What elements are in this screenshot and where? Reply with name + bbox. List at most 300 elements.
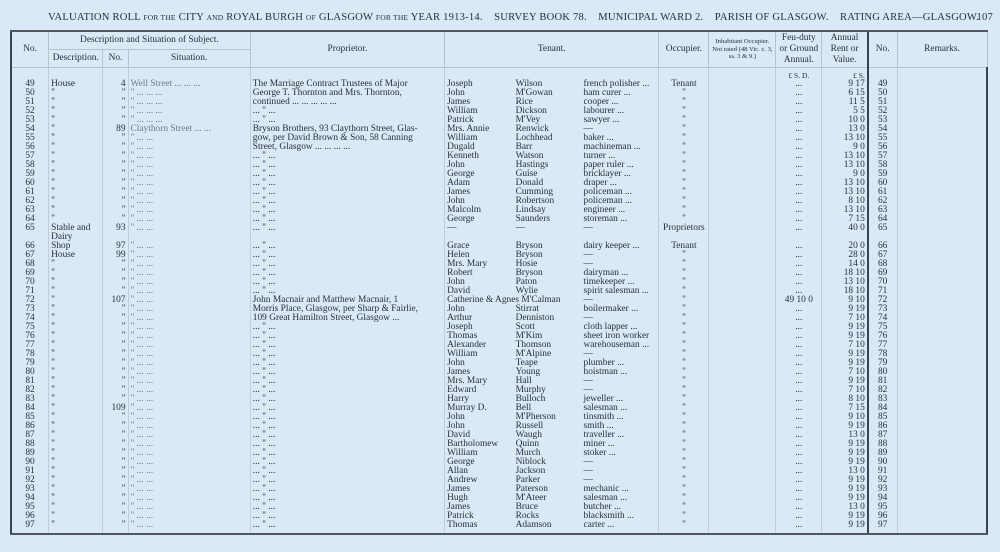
row-description: " xyxy=(49,134,103,143)
row-tenant-first-name: Bartholomew xyxy=(445,440,514,449)
row-description: Stable and xyxy=(49,224,103,233)
row-feu-duty: ... xyxy=(776,125,822,134)
row-inhabitant-occupier xyxy=(709,260,776,269)
row-annual-rent: 18 10 xyxy=(822,287,868,296)
row-proprietor: ... " ... xyxy=(250,395,444,404)
row-occupier: " xyxy=(659,431,709,440)
row-inhabitant-occupier xyxy=(709,494,776,503)
row-feu-duty: ... xyxy=(776,116,822,125)
row-tenant-first-name: William xyxy=(445,350,514,359)
row-occupier: " xyxy=(659,512,709,521)
roll-body xyxy=(11,68,987,535)
row-tenant-surname: Waugh xyxy=(515,430,542,440)
row-occupier: " xyxy=(659,494,709,503)
row-tenant-occupation: — xyxy=(583,295,593,305)
row-annual-rent: 9 19 xyxy=(822,332,868,341)
row-street-number: " xyxy=(103,89,128,98)
row-tenant-first-name: James xyxy=(445,368,514,377)
row-tenant-surname: Bryson xyxy=(515,268,543,278)
row-situation: " ... ... xyxy=(128,143,250,152)
row-description: " xyxy=(49,440,103,449)
row-street-number: " xyxy=(103,206,128,215)
row-number-repeat: 94 xyxy=(868,494,897,503)
row-inhabitant-occupier xyxy=(709,125,776,134)
row-description: " xyxy=(49,395,103,404)
row-number-repeat: 82 xyxy=(868,386,897,395)
row-tenant-first-name: James xyxy=(445,98,514,107)
row-situation: " ... ... xyxy=(128,368,250,377)
row-street-number: " xyxy=(103,485,128,494)
row-feu-duty: ... xyxy=(776,278,822,287)
row-description: " xyxy=(49,449,103,458)
row-tenant-occupation: policeman ... xyxy=(583,196,632,206)
row-tenant-occupation: machineman ... xyxy=(583,142,641,152)
row-remarks xyxy=(897,269,987,278)
row-proprietor: ... " ... xyxy=(250,251,444,260)
row-situation: " ... ... xyxy=(128,188,250,197)
row-proprietor: ... " ... xyxy=(250,278,444,287)
col-header-tenant: Tenant. xyxy=(445,31,659,68)
row-proprietor: ... " ... xyxy=(250,386,444,395)
row-tenant-first-name: Adam xyxy=(445,179,514,188)
row-number: 94 xyxy=(11,494,49,503)
row-street-number: " xyxy=(103,350,128,359)
row-tenant-first-name: John xyxy=(445,359,514,368)
row-description: " xyxy=(49,521,103,534)
row-annual-rent: 9 19 xyxy=(822,377,868,386)
row-annual-rent: 40 0 xyxy=(822,224,868,233)
row-situation: " ... ... xyxy=(128,296,250,305)
title-year: YEAR 1913-14. xyxy=(410,12,483,23)
row-tenant-surname: Cumming xyxy=(515,187,554,197)
row-remarks xyxy=(897,467,987,476)
row-situation: " ... ... xyxy=(128,350,250,359)
row-proprietor: ... " ... xyxy=(250,161,444,170)
row-situation: " ... ... xyxy=(128,413,250,422)
row-remarks xyxy=(897,197,987,206)
row-tenant-surname: Hastings xyxy=(515,160,549,170)
row-remarks xyxy=(897,251,987,260)
row-feu-duty: ... xyxy=(776,260,822,269)
title-for-the-2: FOR THE xyxy=(375,13,409,22)
row-number: 72 xyxy=(11,296,49,305)
row-tenant-first-name: Alexander xyxy=(445,341,514,350)
row-street-number: " xyxy=(103,188,128,197)
table-row xyxy=(11,314,987,323)
row-occupier: " xyxy=(659,521,709,534)
row-feu-duty: ... xyxy=(776,503,822,512)
row-annual-rent: 20 0 xyxy=(822,242,868,251)
row-number: 86 xyxy=(11,422,49,431)
row-number-repeat: 65 xyxy=(868,224,897,233)
row-street-number: " xyxy=(103,161,128,170)
row-tenant-first-name: Thomas xyxy=(445,332,514,341)
row-occupier: Proprietors xyxy=(659,224,709,233)
row-tenant-first-name: John xyxy=(445,422,514,431)
row-situation: " ... ... xyxy=(128,224,250,233)
row-tenant-surname: Murphy xyxy=(515,385,546,395)
row-street-number: " xyxy=(103,170,128,179)
row-tenant-first-name: John xyxy=(445,305,514,314)
row-tenant-occupation: plumber ... xyxy=(583,358,625,368)
row-remarks xyxy=(897,323,987,332)
row-feu-duty: ... xyxy=(776,404,822,413)
row-tenant-first-name: David xyxy=(445,287,514,296)
row-proprietor: ... " ... xyxy=(250,341,444,350)
row-tenant-first-name: Joseph xyxy=(445,323,514,332)
row-tenant-occupation: — xyxy=(583,124,593,134)
row-tenant-first-name: James xyxy=(445,188,514,197)
row-number: 56 xyxy=(11,143,49,152)
row-number: 79 xyxy=(11,359,49,368)
row-feu-duty: ... xyxy=(776,449,822,458)
row-situation: " ... ... xyxy=(128,242,250,251)
row-tenant-first-name: James xyxy=(445,503,514,512)
row-number-repeat: 92 xyxy=(868,476,897,485)
row-remarks xyxy=(897,107,987,116)
row-number: 93 xyxy=(11,485,49,494)
row-number-repeat: 89 xyxy=(868,449,897,458)
row-remarks xyxy=(897,413,987,422)
row-inhabitant-occupier xyxy=(709,368,776,377)
table-row xyxy=(11,422,987,431)
row-annual-rent: 9 19 xyxy=(822,449,868,458)
row-tenant-occupation: sheet iron worker xyxy=(583,331,650,341)
row-number: 53 xyxy=(11,116,49,125)
row-feu-duty: ... xyxy=(776,431,822,440)
row-situation: " ... ... xyxy=(128,386,250,395)
row-tenant-surname: Saunders xyxy=(515,214,550,224)
row-tenant-occupation: — xyxy=(583,349,593,359)
row-remarks xyxy=(897,143,987,152)
row-proprietor: ... " ... xyxy=(250,440,444,449)
row-description: " xyxy=(49,422,103,431)
row-situation: " ... ... xyxy=(128,467,250,476)
row-street-number: " xyxy=(103,152,128,161)
row-situation: " ... ... xyxy=(128,287,250,296)
row-remarks xyxy=(897,440,987,449)
row-tenant-occupation: spirit salesman ... xyxy=(583,286,649,296)
col-header-no-2: No. xyxy=(868,31,897,68)
row-inhabitant-occupier xyxy=(709,332,776,341)
row-proprietor: ... " ... xyxy=(250,224,444,233)
row-proprietor: ... " ... xyxy=(250,431,444,440)
row-annual-rent: 9 19 xyxy=(822,485,868,494)
row-description: " xyxy=(49,386,103,395)
row-tenant-surname: M'Ateer xyxy=(515,493,547,503)
row-occupier: " xyxy=(659,296,709,305)
row-description: " xyxy=(49,197,103,206)
row-annual-rent: 13 0 xyxy=(822,503,868,512)
row-remarks xyxy=(897,377,987,386)
row-annual-rent: 9 19 xyxy=(822,494,868,503)
rent-units: £ S. xyxy=(822,68,868,81)
title-rating-area: RATING AREA—GLASGOW. xyxy=(840,12,979,23)
col-header-annual-rent: Annual Rent or Value. xyxy=(822,31,868,68)
row-situation: " ... ... xyxy=(128,512,250,521)
row-proprietor: Morris Place, Glasgow, per Sharp & Fairlie, xyxy=(250,305,444,314)
row-occupier: " xyxy=(659,503,709,512)
row-feu-duty: ... xyxy=(776,359,822,368)
row-occupier: " xyxy=(659,449,709,458)
row-situation: " ... ... xyxy=(128,215,250,224)
title-and: AND xyxy=(206,13,224,22)
row-number: 66 xyxy=(11,242,49,251)
row-annual-rent: 9 19 xyxy=(822,305,868,314)
row-annual-rent: 9 19 xyxy=(822,440,868,449)
row-occupier: " xyxy=(659,152,709,161)
row-tenant-surname: Rice xyxy=(515,97,533,107)
row-tenant-occupation: — xyxy=(583,466,593,476)
row-occupier: " xyxy=(659,251,709,260)
row-occupier: " xyxy=(659,332,709,341)
row-tenant-first-name: John xyxy=(445,413,514,422)
row-inhabitant-occupier xyxy=(709,278,776,287)
row-feu-duty: ... xyxy=(776,98,822,107)
row-occupier: " xyxy=(659,188,709,197)
row-proprietor: ... " ... xyxy=(250,521,444,534)
row-number-repeat: 79 xyxy=(868,359,897,368)
row-tenant-occupation: engineer ... xyxy=(583,205,626,215)
row-proprietor: ... " ... xyxy=(250,170,444,179)
table-row xyxy=(11,170,987,179)
row-proprietor: ... " ... xyxy=(250,215,444,224)
row-tenant-surname: Denniston xyxy=(515,313,555,323)
row-number-repeat: 86 xyxy=(868,422,897,431)
row-annual-rent: 7 10 xyxy=(822,341,868,350)
row-situation: " ... ... ... xyxy=(128,116,250,125)
row-inhabitant-occupier xyxy=(709,350,776,359)
row-number: 64 xyxy=(11,215,49,224)
row-annual-rent: 9 19 xyxy=(822,476,868,485)
row-proprietor: gow, per David Brown & Son, 58 Canning xyxy=(250,134,444,143)
row-number-repeat: 90 xyxy=(868,458,897,467)
row-street-number: " xyxy=(103,107,128,116)
row-proprietor: ... " ... xyxy=(250,467,444,476)
row-inhabitant-occupier xyxy=(709,467,776,476)
row-tenant-first-name: Dugald xyxy=(445,143,514,152)
row-description: " xyxy=(49,152,103,161)
row-tenant-occupation: butcher ... xyxy=(583,502,621,512)
row-remarks xyxy=(897,287,987,296)
row-remarks xyxy=(897,233,987,242)
row-street-number: " xyxy=(103,476,128,485)
row-occupier: " xyxy=(659,161,709,170)
row-tenant-occupation: turner ... xyxy=(583,151,616,161)
row-remarks xyxy=(897,116,987,125)
valuation-roll-table xyxy=(10,30,988,535)
row-street-number: " xyxy=(103,458,128,467)
row-situation: " ... ... xyxy=(128,161,250,170)
row-number-repeat: 53 xyxy=(868,116,897,125)
row-street-number: 107 xyxy=(103,296,128,305)
table-row xyxy=(11,332,987,341)
table-row xyxy=(11,341,987,350)
row-tenant-first-name: Kenneth xyxy=(445,152,514,161)
row-situation: " ... ... xyxy=(128,269,250,278)
row-tenant-first-name: Patrick xyxy=(445,512,514,521)
row-street-number: " xyxy=(103,269,128,278)
row-tenant-occupation: stoker ... xyxy=(583,448,616,458)
row-annual-rent: 9 10 xyxy=(822,413,868,422)
row-situation: " ... ... xyxy=(128,422,250,431)
row-number-repeat: 85 xyxy=(868,413,897,422)
row-number-repeat: 96 xyxy=(868,512,897,521)
row-annual-rent: 13 0 xyxy=(822,431,868,440)
row-tenant-first-name: Allan xyxy=(445,467,514,476)
table-row xyxy=(11,359,987,368)
row-street-number: " xyxy=(103,431,128,440)
row-description: " xyxy=(49,161,103,170)
row-situation: " ... ... xyxy=(128,152,250,161)
row-tenant-surname: Scott xyxy=(515,322,535,332)
row-number: 54 xyxy=(11,125,49,134)
row-annual-rent: 9 19 xyxy=(822,350,868,359)
row-annual-rent: 7 15 xyxy=(822,215,868,224)
table-row xyxy=(11,377,987,386)
row-number: 96 xyxy=(11,512,49,521)
row-tenant-occupation: sawyer ... xyxy=(583,115,620,125)
row-annual-rent: 13 10 xyxy=(822,188,868,197)
row-feu-duty: ... xyxy=(776,422,822,431)
row-proprietor: ... " ... xyxy=(250,512,444,521)
row-number-repeat: 80 xyxy=(868,368,897,377)
row-number-repeat: 52 xyxy=(868,107,897,116)
row-number: 90 xyxy=(11,458,49,467)
row-tenant-occupation: cloth lapper ... xyxy=(583,322,638,332)
table-row xyxy=(11,503,987,512)
row-annual-rent: 6 15 xyxy=(822,89,868,98)
row-number: 87 xyxy=(11,431,49,440)
row-occupier: " xyxy=(659,467,709,476)
row-tenant-occupation: — xyxy=(583,457,593,467)
row-number: 61 xyxy=(11,188,49,197)
row-number: 75 xyxy=(11,323,49,332)
row-tenant-occupation: baker ... xyxy=(583,133,614,143)
row-tenant-first-name: George xyxy=(445,215,514,224)
row-number: 84 xyxy=(11,404,49,413)
row-tenant-first-name: John xyxy=(445,197,514,206)
title-survey-book: SURVEY BOOK 78. xyxy=(494,12,587,23)
row-tenant-first-name: Edward xyxy=(445,386,514,395)
row-description: House xyxy=(49,80,103,89)
row-tenant-occupation: draper ... xyxy=(583,178,617,188)
row-proprietor: John Macnair and Matthew Macnair, 1 xyxy=(250,296,444,305)
row-remarks xyxy=(897,332,987,341)
row-inhabitant-occupier xyxy=(709,458,776,467)
row-occupier: " xyxy=(659,341,709,350)
row-tenant-occupation: miner ... xyxy=(583,439,615,449)
row-description: " xyxy=(49,125,103,134)
row-street-number: " xyxy=(103,449,128,458)
row-tenant-surname: Parker xyxy=(515,475,541,485)
row-tenant-surname: Renwick xyxy=(515,124,549,134)
row-street-number: " xyxy=(103,494,128,503)
row-tenant-first-name: Helen xyxy=(445,251,514,260)
table-row xyxy=(11,395,987,404)
row-proprietor: ... " ... xyxy=(250,485,444,494)
row-remarks xyxy=(897,161,987,170)
title-city: CITY xyxy=(178,12,204,23)
row-annual-rent: 13 0 xyxy=(822,467,868,476)
row-tenant-occupation: storeman ... xyxy=(583,214,628,224)
row-annual-rent: 9 19 xyxy=(822,512,868,521)
table-row xyxy=(11,305,987,314)
row-description: " xyxy=(49,89,103,98)
row-number-repeat: 72 xyxy=(868,296,897,305)
row-remarks xyxy=(897,80,987,89)
row-street-number: 109 xyxy=(103,404,128,413)
row-inhabitant-occupier xyxy=(709,449,776,458)
row-tenant-occupation: — xyxy=(583,250,593,260)
row-remarks xyxy=(897,215,987,224)
row-number: 73 xyxy=(11,305,49,314)
table-row xyxy=(11,161,987,170)
table-row xyxy=(11,152,987,161)
row-feu-duty: ... xyxy=(776,476,822,485)
row-tenant-occupation: traveller ... xyxy=(583,430,625,440)
row-street-number: " xyxy=(103,386,128,395)
table-row xyxy=(11,494,987,503)
row-remarks xyxy=(897,152,987,161)
table-row xyxy=(11,278,987,287)
feu-units: £ S. D. xyxy=(776,68,822,81)
table-row xyxy=(11,512,987,521)
row-tenant-occupation: french polisher ... xyxy=(583,79,650,89)
row-inhabitant-occupier xyxy=(709,143,776,152)
row-tenant-surname: Bulloch xyxy=(515,394,546,404)
row-tenant-first-name: James xyxy=(445,485,514,494)
row-number: 95 xyxy=(11,503,49,512)
row-street-number: " xyxy=(103,440,128,449)
row-description: " xyxy=(49,314,103,323)
row-occupier: " xyxy=(659,260,709,269)
col-header-occupier: Occupier. xyxy=(659,31,709,68)
row-situation: " ... ... xyxy=(128,440,250,449)
row-tenant-surname: Bell xyxy=(515,403,532,413)
row-street-number: " xyxy=(103,143,128,152)
row-description: " xyxy=(49,368,103,377)
row-number-repeat: 68 xyxy=(868,260,897,269)
row-description: " xyxy=(49,503,103,512)
row-tenant-first-name: John xyxy=(445,89,514,98)
row-annual-rent: 8 10 xyxy=(822,197,868,206)
page-header xyxy=(48,12,993,23)
table-row xyxy=(11,476,987,485)
row-tenant-occupation: salesman ... xyxy=(583,493,628,503)
row-description: " xyxy=(49,323,103,332)
row-tenant-occupation: — xyxy=(583,259,593,269)
row-tenant-surname: Quinn xyxy=(515,439,540,449)
row-inhabitant-occupier xyxy=(709,431,776,440)
row-feu-duty: ... xyxy=(776,251,822,260)
row-tenant-occupation: paper ruler ... xyxy=(583,160,634,170)
row-situation: " ... ... xyxy=(128,260,250,269)
row-street-number: " xyxy=(103,332,128,341)
row-tenant-surname: Lindsay xyxy=(515,205,546,215)
row-remarks xyxy=(897,188,987,197)
row-inhabitant-occupier xyxy=(709,152,776,161)
row-situation: " ... ... xyxy=(128,197,250,206)
row-proprietor: The Marriage Contract Trustees of Major xyxy=(250,80,444,89)
row-annual-rent: 13 10 xyxy=(822,278,868,287)
row-tenant-occupation: timekeeper ... xyxy=(583,277,635,287)
row-tenant-first-name: Mrs. Mary xyxy=(445,377,514,386)
row-street-number: " xyxy=(103,467,128,476)
row-situation: " ... ... ... xyxy=(128,89,250,98)
title-ward: MUNICIPAL WARD 2. xyxy=(598,12,704,23)
row-annual-rent: 13 10 xyxy=(822,152,868,161)
